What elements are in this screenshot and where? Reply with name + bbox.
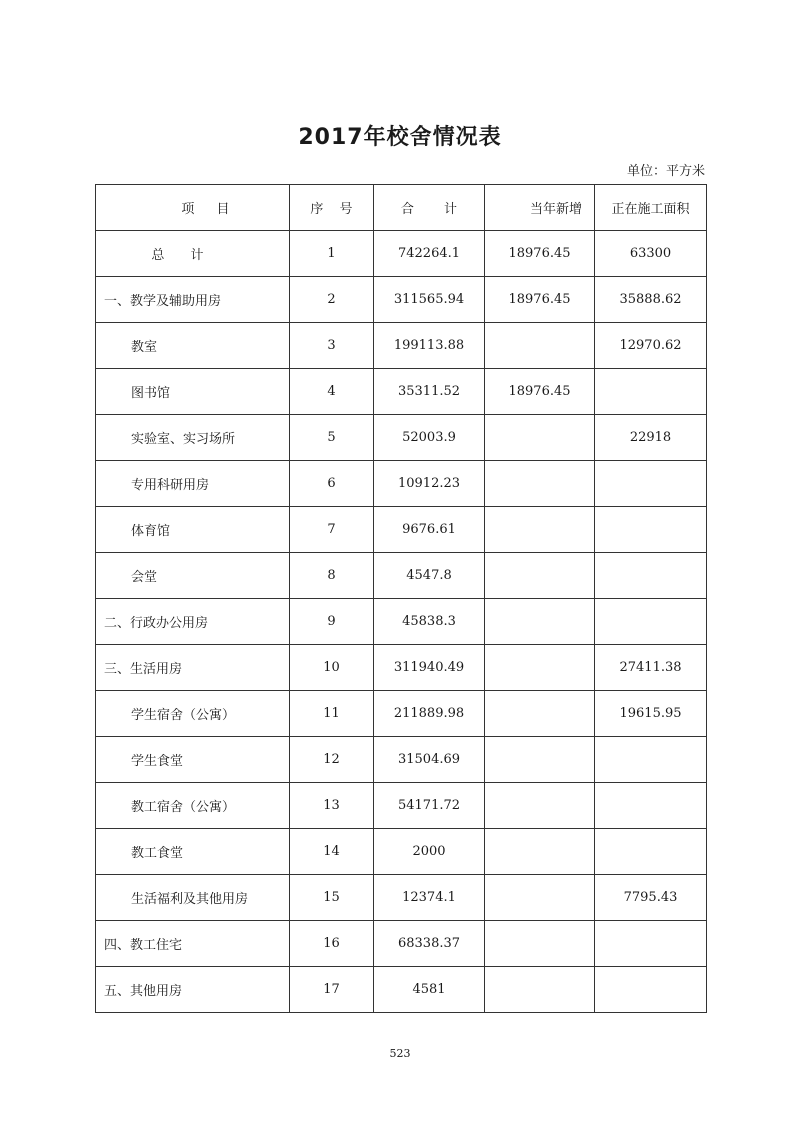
row-total: 311565.94 bbox=[374, 277, 485, 323]
row-wip bbox=[595, 553, 707, 599]
row-wip bbox=[595, 369, 707, 415]
row-item: 会堂 bbox=[96, 553, 290, 599]
row-new bbox=[485, 921, 595, 967]
row-new bbox=[485, 507, 595, 553]
row-total: 9676.61 bbox=[374, 507, 485, 553]
row-new bbox=[485, 415, 595, 461]
row-wip bbox=[595, 737, 707, 783]
row-seq: 9 bbox=[290, 599, 374, 645]
row-new bbox=[485, 645, 595, 691]
row-seq: 16 bbox=[290, 921, 374, 967]
row-item: 教工宿舍（公寓） bbox=[96, 783, 290, 829]
header-wip: 正在施工面积 bbox=[595, 185, 707, 231]
table-row bbox=[96, 829, 707, 875]
row-wip bbox=[595, 507, 707, 553]
header-total: 合 计 bbox=[374, 185, 485, 231]
row-total: 10912.23 bbox=[374, 461, 485, 507]
row-seq: 10 bbox=[290, 645, 374, 691]
row-new bbox=[485, 461, 595, 507]
page-number: 523 bbox=[389, 1047, 411, 1060]
row-item: 专用科研用房 bbox=[96, 461, 290, 507]
row-seq: 1 bbox=[290, 231, 374, 277]
table-row bbox=[96, 553, 707, 599]
row-total: 199113.88 bbox=[374, 323, 485, 369]
header-item: 项 目 bbox=[96, 185, 290, 231]
row-wip bbox=[595, 967, 707, 1013]
row-total: 311940.49 bbox=[374, 645, 485, 691]
row-wip bbox=[595, 783, 707, 829]
row-total: 45838.3 bbox=[374, 599, 485, 645]
row-item: 体育馆 bbox=[96, 507, 290, 553]
row-seq: 3 bbox=[290, 323, 374, 369]
table-row bbox=[96, 507, 707, 553]
row-item: 图书馆 bbox=[96, 369, 290, 415]
row-wip: 22918 bbox=[595, 415, 707, 461]
row-new: 18976.45 bbox=[485, 277, 595, 323]
row-item: 教工食堂 bbox=[96, 829, 290, 875]
row-wip: 63300 bbox=[595, 231, 707, 277]
row-wip: 27411.38 bbox=[595, 645, 707, 691]
row-item: 三、生活用房 bbox=[96, 645, 290, 691]
table-row bbox=[96, 921, 707, 967]
school-building-table bbox=[95, 184, 707, 1013]
row-total: 52003.9 bbox=[374, 415, 485, 461]
row-new bbox=[485, 875, 595, 921]
row-new bbox=[485, 691, 595, 737]
row-new bbox=[485, 553, 595, 599]
table-row bbox=[96, 599, 707, 645]
row-wip: 7795.43 bbox=[595, 875, 707, 921]
header-seq: 序 号 bbox=[290, 185, 374, 231]
table-row bbox=[96, 737, 707, 783]
row-seq: 11 bbox=[290, 691, 374, 737]
row-seq: 4 bbox=[290, 369, 374, 415]
row-seq: 17 bbox=[290, 967, 374, 1013]
table-header-row bbox=[96, 185, 707, 231]
table-row bbox=[96, 369, 707, 415]
row-total: 4581 bbox=[374, 967, 485, 1013]
table-row bbox=[96, 461, 707, 507]
row-new bbox=[485, 323, 595, 369]
row-total: 211889.98 bbox=[374, 691, 485, 737]
row-item: 实验室、实习场所 bbox=[96, 415, 290, 461]
row-new bbox=[485, 967, 595, 1013]
row-wip bbox=[595, 921, 707, 967]
row-new bbox=[485, 783, 595, 829]
row-total: 4547.8 bbox=[374, 553, 485, 599]
row-seq: 8 bbox=[290, 553, 374, 599]
table-row bbox=[96, 967, 707, 1013]
row-wip: 12970.62 bbox=[595, 323, 707, 369]
table-row bbox=[96, 231, 707, 277]
row-seq: 13 bbox=[290, 783, 374, 829]
row-wip: 19615.95 bbox=[595, 691, 707, 737]
row-wip: 35888.62 bbox=[595, 277, 707, 323]
row-total: 2000 bbox=[374, 829, 485, 875]
header-new: 当年新增 bbox=[485, 185, 595, 231]
row-new bbox=[485, 737, 595, 783]
row-new: 18976.45 bbox=[485, 231, 595, 277]
row-seq: 2 bbox=[290, 277, 374, 323]
row-new bbox=[485, 829, 595, 875]
row-wip bbox=[595, 599, 707, 645]
row-item: 五、其他用房 bbox=[96, 967, 290, 1013]
unit-label: 单位：平方米 bbox=[626, 164, 705, 179]
row-seq: 5 bbox=[290, 415, 374, 461]
row-total: 12374.1 bbox=[374, 875, 485, 921]
table-row bbox=[96, 645, 707, 691]
table-row bbox=[96, 783, 707, 829]
row-item: 一、教学及辅助用房 bbox=[96, 277, 290, 323]
row-item: 教室 bbox=[96, 323, 290, 369]
row-total: 35311.52 bbox=[374, 369, 485, 415]
row-seq: 7 bbox=[290, 507, 374, 553]
row-total: 68338.37 bbox=[374, 921, 485, 967]
row-total: 742264.1 bbox=[374, 231, 485, 277]
table-row bbox=[96, 277, 707, 323]
row-item: 生活福利及其他用房 bbox=[96, 875, 290, 921]
row-total: 54171.72 bbox=[374, 783, 485, 829]
row-total: 31504.69 bbox=[374, 737, 485, 783]
row-new: 18976.45 bbox=[485, 369, 595, 415]
table-row bbox=[96, 691, 707, 737]
row-item: 二、行政办公用房 bbox=[96, 599, 290, 645]
page-title: 2017年校舍情况表 bbox=[298, 125, 502, 150]
row-item: 总 计 bbox=[96, 231, 290, 277]
table-row bbox=[96, 323, 707, 369]
row-new bbox=[485, 599, 595, 645]
table-row bbox=[96, 415, 707, 461]
row-item: 四、教工住宅 bbox=[96, 921, 290, 967]
row-wip bbox=[595, 461, 707, 507]
row-item: 学生食堂 bbox=[96, 737, 290, 783]
row-seq: 15 bbox=[290, 875, 374, 921]
table-row bbox=[96, 875, 707, 921]
row-item: 学生宿舍（公寓） bbox=[96, 691, 290, 737]
row-seq: 14 bbox=[290, 829, 374, 875]
row-seq: 6 bbox=[290, 461, 374, 507]
row-seq: 12 bbox=[290, 737, 374, 783]
row-wip bbox=[595, 829, 707, 875]
